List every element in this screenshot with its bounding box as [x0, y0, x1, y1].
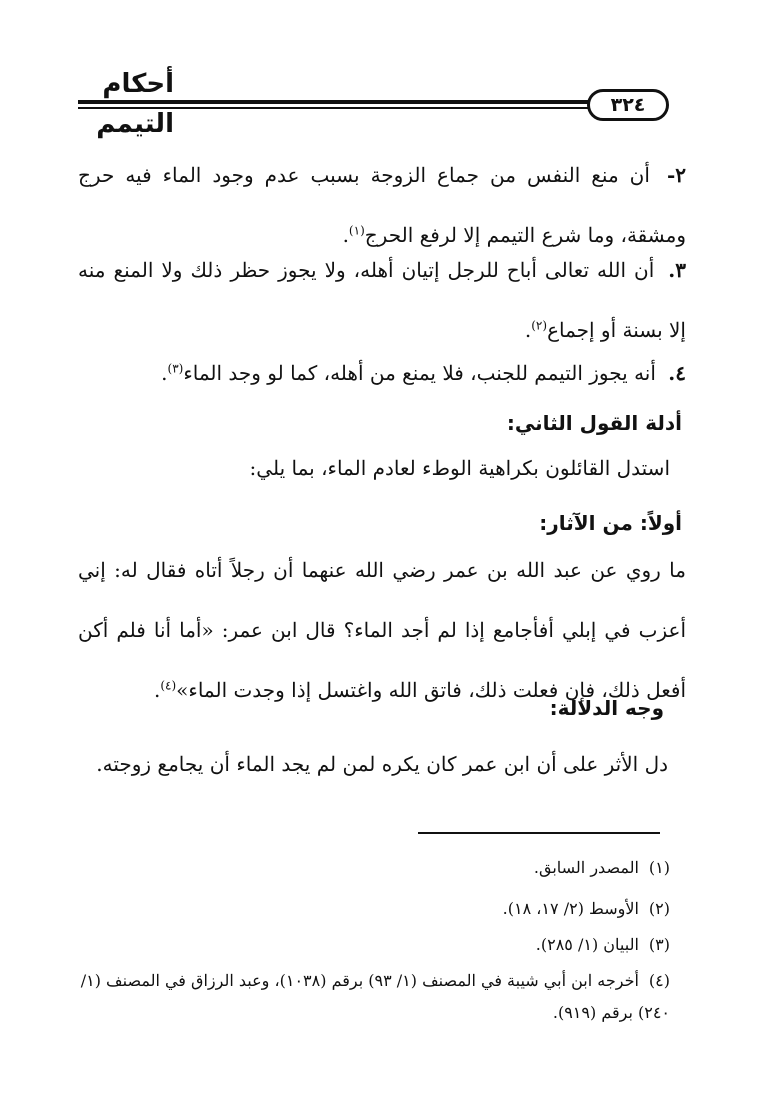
running-header-title: أحكام التيمم	[96, 69, 174, 139]
header-rule-thin	[78, 107, 592, 109]
list-item-number: ٤.	[668, 361, 686, 385]
athar-text: ما روي عن عبد الله بن عمر رضي الله عنهما أن رجلاً أتاه فقال له: إني أعزب في إبلي أفأجامع إذا لم أجد الماء؟ قال ابن عمر: «أما أنا فلم أكن أفعل ذلك، فإن فعلت ذلك، فاتق الله واغتسل إذا وجدت الماء»	[78, 558, 686, 702]
list-item: ٢- أن منع النفس من جماع الزوجة بسبب عدم وجود الماء فيه حرج ومشقة، وما شرع التيمم إلا لرفع الحرج$^{(١)}$.	[78, 163, 686, 247]
footnote-ref: (٤)	[160, 678, 177, 693]
list-item: ٤. أنه يجوز التيمم للجنب، فلا يمنع من أهله، كما لو وجد الماء$^{(٣)}$.	[161, 361, 686, 385]
footnote-text: أخرجه ابن أبي شيبة في المصنف (١/ ٩٣) برقم (١٠٣٨)، وعبد الرزاق في المصنف (١/ ٢٤٠) برقم (٩١٩).	[80, 971, 670, 1022]
list-item-text: أن منع النفس من جماع الزوجة بسبب عدم وجود الماء فيه حرج ومشقة، وما شرع التيمم إلا لرفع الحرج	[78, 163, 686, 247]
footnote-ref: (١)	[348, 223, 365, 238]
list-item-text: أن الله تعالى أباح للرجل إتيان أهله، ولا يجوز حظر ذلك ولا المنع منه إلا بسنة أو إجماع	[78, 258, 686, 342]
footnote	[80, 929, 670, 961]
footnote	[80, 893, 670, 925]
subsection-heading: أولاً: من الآثار:	[539, 511, 682, 535]
intro-paragraph: استدل القائلون بكراهية الوطء لعادم الماء، بما يلي:	[249, 456, 670, 480]
list-item-text: أنه يجوز التيمم للجنب، فلا يمنع من أهله، كما لو وجد الماء	[183, 361, 656, 385]
list-item-number: ٣.	[668, 258, 686, 282]
footnote-text: المصدر السابق.	[533, 858, 639, 877]
section-heading: أدلة القول الثاني:	[506, 411, 682, 435]
footnote-text: الأوسط (٢/ ١٧، ١٨).	[502, 899, 639, 918]
footnote	[80, 852, 670, 884]
footnote	[80, 965, 670, 1029]
footnote-number: (١)	[648, 858, 670, 877]
footnote-ref: (٢)	[531, 318, 548, 333]
athar-paragraph: ما روي عن عبد الله بن عمر رضي الله عنهما أن رجلاً أتاه فقال له: إني أعزب في إبلي أفأجامع إذا لم أجد الماء؟ قال ابن عمر: «أما أنا فلم أكن أفعل ذلك، فإن فعلت ذلك، فاتق الله واغتسل إذا وجدت الماء»$^{(٤)}$.	[78, 558, 686, 702]
footnote-number: (٣)	[648, 935, 670, 954]
dalala-paragraph: دل الأثر على أن ابن عمر كان يكره لمن لم يجد الماء أن يجامع زوجته.	[96, 752, 668, 776]
list-item: ٣. أن الله تعالى أباح للرجل إتيان أهله، ولا يجوز حظر ذلك ولا المنع منه إلا بسنة أو إجماع$^{(٢)}$.	[78, 258, 686, 342]
dalala-heading: وجه الدلالة:	[549, 696, 664, 720]
footnote-text: البيان (١/ ٢٨٥).	[535, 935, 639, 954]
footnote-ref: (٣)	[167, 361, 184, 376]
footnote-separator	[418, 832, 660, 834]
footnote-number: (٢)	[648, 899, 670, 918]
header-rule-thick	[78, 100, 592, 104]
page-number-badge: ٣٢٤	[587, 89, 669, 121]
list-item-number: ٢-	[666, 163, 686, 187]
footnote-number: (٤)	[648, 971, 670, 990]
